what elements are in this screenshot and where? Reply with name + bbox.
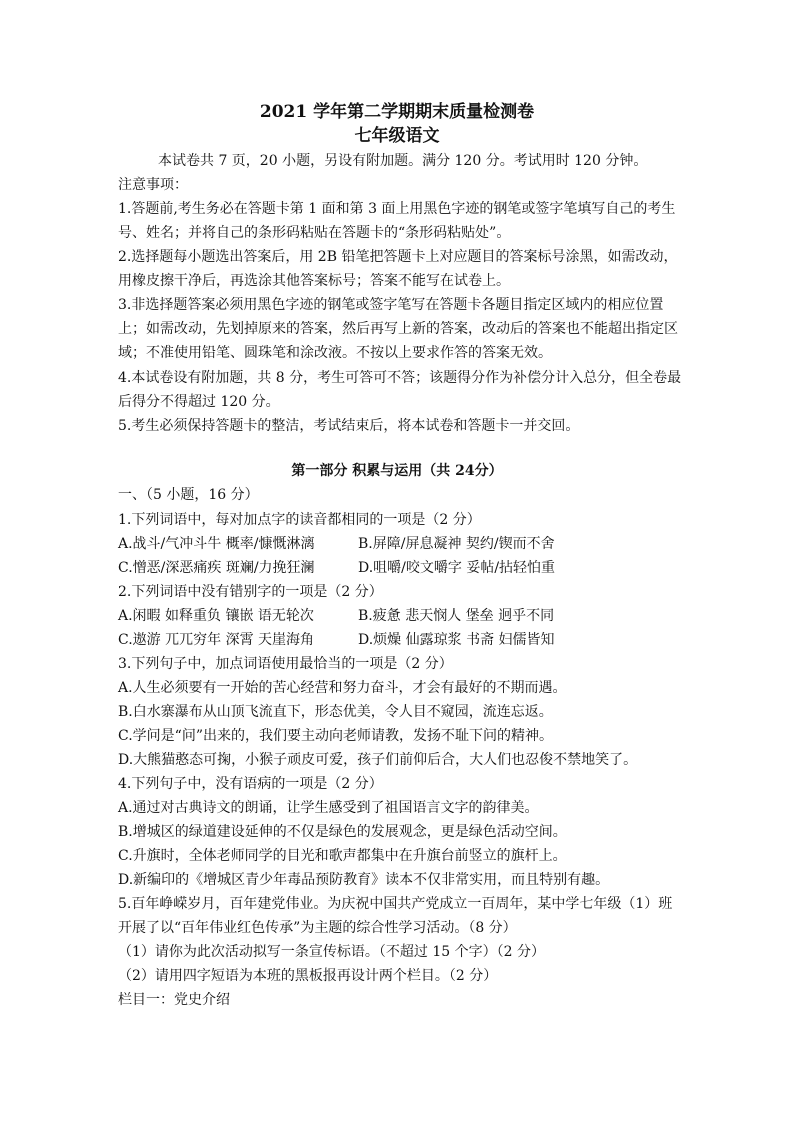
q5-stem: 5.百年峥嵘岁月，百年建党伟业。为庆祝中国共产党成立一百周年，某中学七年级（1）班 <box>118 896 673 912</box>
q2-options-row <box>118 604 554 628</box>
part1-heading: 第一部分 积累与运用（共 24分） <box>291 463 503 479</box>
q1-option-d: D.咀嚼/咬文嚼字 妥帖/拈轻怕重 <box>358 560 556 576</box>
q3-stem: 3.下列句子中，加点词语使用最恰当的一项是（2 分） <box>118 656 453 672</box>
q1-option-b: B.屏障/屏息凝神 契约/锲而不舍 <box>358 536 555 552</box>
exam-title: 2021 学年第二学期期末质量检测卷 <box>259 102 535 122</box>
q4-option-b: B.增城区的绿道建设延伸的不仅是绿色的发展观念，更是绿色活动空间。 <box>118 824 567 840</box>
q3-option-b: B.白水寨瀑布从山顶飞流直下，形态优美，令人目不窥园，流连忘返。 <box>118 704 553 720</box>
notes-line: 域；不准使用铅笔、圆珠笔和涂改液。不按以上要求作答的答案无效。 <box>118 345 552 361</box>
q5-subquestion-1: （1）请你为此次活动拟写一条宣传标语。（不超过 15 个字）（2 分） <box>118 944 545 960</box>
q3-option-d: D.大熊猫憨态可掬，小猴子顽皮可爱，孩子们前仰后合，大人们也忍俊不禁地笑了。 <box>118 752 638 768</box>
q1-options-row <box>118 532 555 556</box>
q3-option-a: A.人生必须要有一开始的苦心经营和努力奋斗，才会有最好的不期而遇。 <box>118 680 567 696</box>
notes-line: 4.本试卷设有附加题，共 8 分，考生可答可不答；该题得分作为补偿分计入总分，但全卷最 <box>118 370 682 386</box>
notes-line: 5.考生必须保持答题卡的整洁，考试结束后，将本试卷和答题卡一并交回。 <box>118 418 580 434</box>
q5-column-1: 栏目一：党史介绍 <box>118 992 230 1008</box>
notes-line: 上；如需改动，先划掉原来的答案，然后再写上新的答案，改动后的答案也不能超出指定区 <box>118 321 678 337</box>
q4-option-c: C.升旗时，全体老师同学的目光和歌声都集中在升旗台前竖立的旗杆上。 <box>118 848 567 864</box>
q1-options-row <box>118 556 555 580</box>
q4-stem: 4.下列句子中，没有语病的一项是（2 分） <box>118 776 383 792</box>
q5-subquestion-2: （2）请用四字短语为本班的黑板报再设计两个栏目。（2 分） <box>118 968 498 984</box>
q5-stem-cont: 开展了以“百年伟业红色传承”为主题的综合性学习活动。（8 分） <box>118 920 517 936</box>
notes-line: 2.选择题每小题选出答案后，用 2B 铅笔把答题卡上对应题目的答案标号涂黑，如需改动， <box>118 249 678 265</box>
q2-option-a: A.闲暇 如释重负 镶嵌 语无轮次 <box>118 608 314 624</box>
q1-stem: 1.下列词语中，每对加点字的读音都相同的一项是（2 分） <box>118 512 481 528</box>
q2-option-b: B.疲惫 悲天悯人 堡垒 迥乎不同 <box>358 608 555 624</box>
q1-option-a: A.战斗/气冲斗牛 概率/慷慨淋漓 <box>118 536 315 552</box>
q2-option-d: D.烦燥 仙露琼浆 书斋 妇儒皆知 <box>358 632 555 648</box>
notes-heading: 注意事项： <box>118 177 188 193</box>
q4-option-d: D.新编印的《增城区青少年毒品预防教育》读本不仅非常实用，而且特别有趣。 <box>118 872 610 888</box>
question-group-label: 一、（5 小题，16 分） <box>118 487 259 503</box>
q3-option-c: C.学问是“问”出来的，我们要主动向老师请教，发扬不耻下问的精神。 <box>118 728 553 744</box>
q1-option-c: C.憎恶/深恶痛疾 斑斓/力挽狂澜 <box>118 560 315 576</box>
notes-line: 3.非选择题答案必须用黑色字迹的钢笔或签字笔写在答题卡各题目指定区域内的相应位置 <box>118 297 664 313</box>
q2-stem: 2.下列词语中没有错别字的一项是（2 分） <box>118 584 383 600</box>
q2-options-row <box>118 628 555 652</box>
notes-line: 后得分不得超过 120 分。 <box>118 394 280 410</box>
q2-option-c: C.遨游 兀兀穷年 深霄 天崖海角 <box>118 632 315 648</box>
q4-option-a: A.通过对古典诗文的朗诵，让学生感受到了祖国语言文字的韵律美。 <box>118 800 539 816</box>
notes-line: 号、姓名；并将自己的条形码粘贴在答题卡的“条形码粘贴处”。 <box>118 225 511 241</box>
notes-line: 用橡皮擦干净后，再选涂其他答案标号；答案不能写在试卷上。 <box>118 273 510 289</box>
exam-subtitle: 七年级语文 <box>354 126 440 146</box>
notes-line: 1.答题前,考生务必在答题卡第 1 面和第 3 面上用黑色字迹的钢笔或签字笔填写自己的考生 <box>118 201 676 217</box>
exam-intro: 本试卷共 7 页，20 小题，另设有附加题。满分 120 分。考试用时 120 分钟。 <box>158 153 648 169</box>
